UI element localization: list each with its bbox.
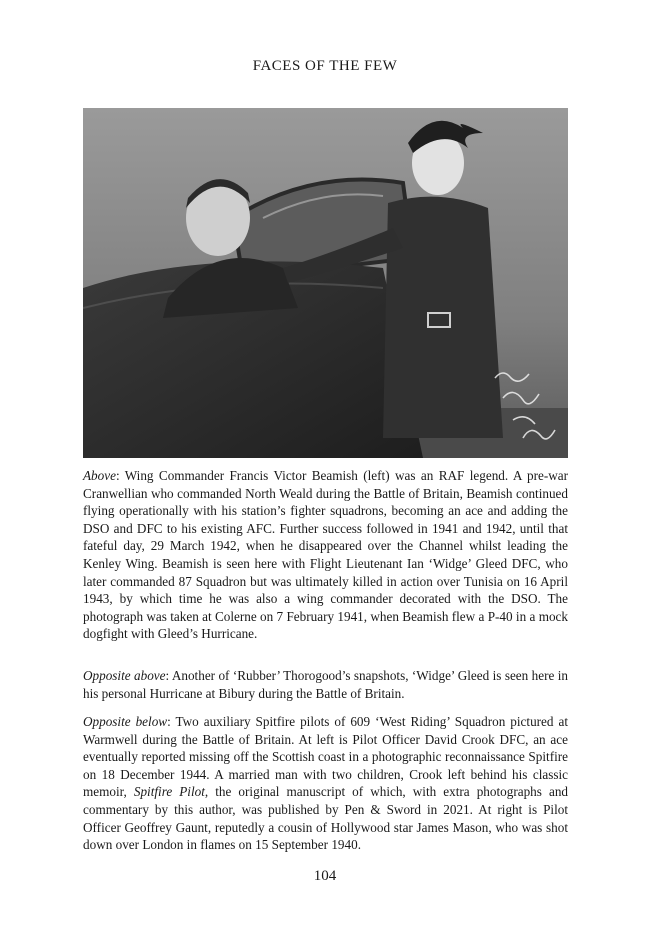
caption-opposite-below [83,713,568,854]
caption-above [83,467,568,643]
photograph [83,108,568,458]
caption-opposite-below-text-1: : Two auxiliary Spitfire pilots of 609 ‘West Riding’ Squadron pictured at Warmwell during the Battle of Britain. At left is Pilot Officer David Crook DFC, an ace eventually reported missing off the Scottish coast in a photographic reconnaissance Spitfire on 18 December 1944. A married man with two children, Crook left behind his classic memoir, [83,714,568,800]
running-head: FACES OF THE FEW [252,58,398,74]
page-number: 104 [313,868,337,884]
caption-opposite-above-text: : Another of ‘Rubber’ Thorogood’s snapshots, ‘Widge’ Gleed is seen here in his personal Hurricane at Bibury during the Battle of Britain. [83,668,568,701]
caption-opposite-below-lead: Opposite below [83,714,168,729]
caption-above-lead: Above [83,468,116,483]
caption-opposite-above [83,667,568,702]
book-title: Spitfire Pilot [133,784,205,800]
photograph-illustration [83,108,568,458]
caption-above-text: : Wing Commander Francis Victor Beamish (left) was an RAF legend. A pre-war Cranwellian who commanded North Weald during the Battle of Britain, Beamish continued flying operationally with his station’s fighter squadrons, becoming an ace and adding the DSO and DFC to his existing AFC. Further success followed in 1941 and 1942, until that fateful day, 29 March 1942, when he disappeared over the Channel whilst leading the Kenley Wing. Beamish is seen here with Flight Lieutenant Ian ‘Widge’ Gleed DFC, who later commanded 87 Squadron but was ultimately killed in action over Tunisia on 16 April 1943, by which time he was also a wing commander decorated with the DSO. The photograph was taken at Colerne on 7 February 1941, when Beamish flew a P-40 in a mock dogfight with Gleed’s Hurricane. [83,468,568,642]
caption-opposite-above-lead: Opposite above [83,668,166,683]
caption-opposite-below-text-2: , the original manuscript of which, with extra photographs and commentary by this author, was published by Pen & Sword in 2021. At right is Pilot Officer Geoffrey Gaunt, reputedly a cousin of Hollywood star James Mason, who was shot down over London in flames on 15 September 1940. [83,784,569,853]
